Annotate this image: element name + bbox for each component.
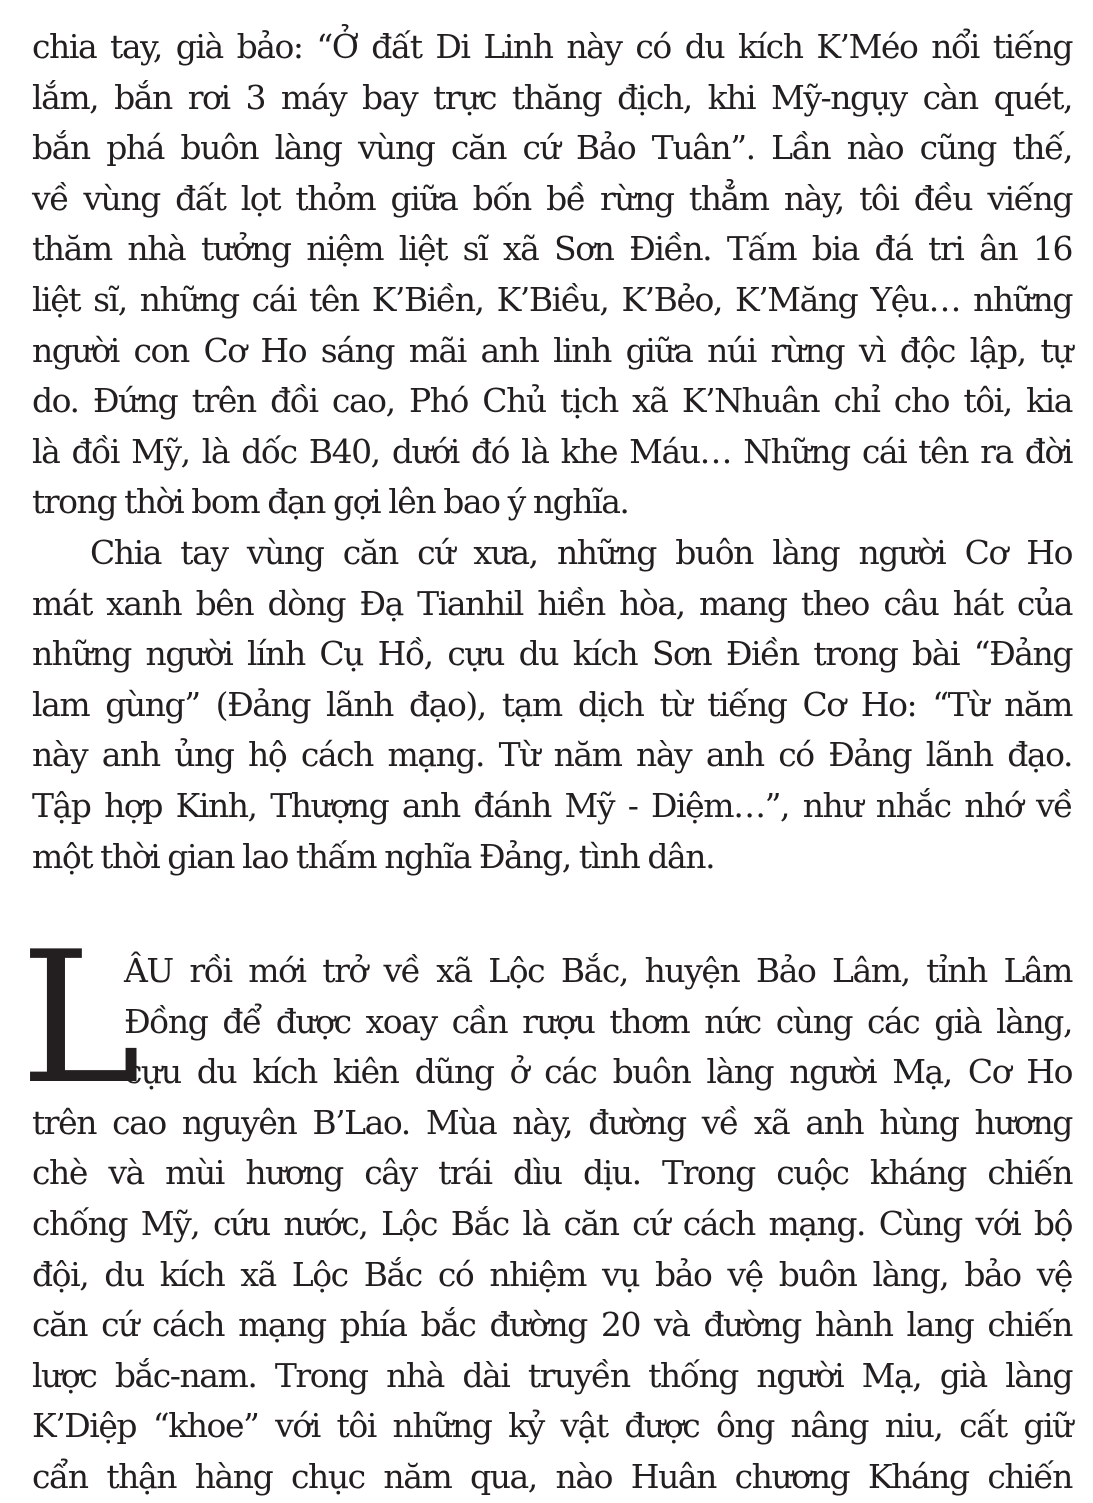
text-line: chống Mỹ, cứu nước, Lộc Bắc là căn cứ cách mạng. Cùng với bộ <box>32 1204 1072 1244</box>
section-gap <box>32 882 1072 946</box>
text-line: ÂU rồi mới trở về xã Lộc Bắc, huyện Bảo Lâm, tỉnh Lâm <box>124 951 1072 991</box>
text-line: Đồng để được xoay cần rượu thơm nức cùng các già làng, <box>124 1001 1072 1041</box>
text-line: mát xanh bên dòng Đạ Tianhil hiền hòa, mang theo câu hát của <box>32 583 1072 623</box>
text-line: bắn phá buôn làng vùng căn cứ Bảo Tuân”. Lần nào cũng thế, <box>32 128 1072 168</box>
text-line: lam gùng” (Đảng lãnh đạo), tạm dịch từ tiếng Cơ Ho: “Từ năm <box>32 684 1072 724</box>
text-line: Chia tay vùng căn cứ xưa, những buôn làng người Cơ Ho <box>90 532 1072 572</box>
text-line: một thời gian lao thấm nghĩa Đảng, tình dân. <box>32 836 715 876</box>
text-line: căn cứ cách mạng phía bắc đường 20 và đường hành lang chiến <box>32 1305 1072 1345</box>
drop-cap: L <box>20 912 141 1125</box>
text-line: trên cao nguyên B’Lao. Mùa này, đường về xã anh hùng hương <box>32 1102 1072 1142</box>
text-line: chia tay, già bảo: “Ở đất Di Linh này có du kích K’Méo nổi tiếng <box>32 27 1072 66</box>
text-line: người con Cơ Ho sáng mãi anh linh giữa núi rừng vì độc lập, tự <box>32 330 1072 370</box>
text-line: về vùng đất lọt thỏm giữa bốn bề rừng thẳm này, tôi đều viếng <box>32 178 1072 218</box>
text-line: K’Diệp “khoe” với tôi những kỷ vật được ông nâng niu, cất giữ <box>32 1406 1072 1446</box>
text-line: này anh ủng hộ cách mạng. Từ năm này anh có Đảng lãnh đạo. <box>32 735 1072 775</box>
text-line: trong thời bom đạn gợi lên bao ý nghĩa. <box>32 482 629 522</box>
text-line: cựu du kích kiên dũng ở các buôn làng người Mạ, Cơ Ho <box>124 1052 1072 1092</box>
text-line: do. Đứng trên đồi cao, Phó Chủ tịch xã K’Nhuân chỉ cho tôi, kia <box>32 381 1072 421</box>
text-line: lắm, bắn rơi 3 máy bay trực thăng địch, khi Mỹ-ngụy càn quét, <box>32 77 1072 117</box>
text-line: Tập hợp Kinh, Thượng anh đánh Mỹ - Diệm…”, như nhắc nhớ về <box>32 785 1072 825</box>
paragraph-3 <box>20 912 1072 1503</box>
text-line: lược bắc-nam. Trong nhà dài truyền thống người Mạ, già làng <box>32 1355 1072 1395</box>
text-line: là đồi Mỹ, là dốc B40, dưới đó là khe Máu… Những cái tên ra đời <box>32 431 1072 471</box>
text-line: thăm nhà tưởng niệm liệt sĩ xã Sơn Điền. Tấm bia đá tri ân 16 <box>32 229 1072 269</box>
text-line: cẩn thận hàng chục năm qua, nào Huân chương Kháng chiến <box>32 1457 1072 1497</box>
article-body <box>20 22 1072 1503</box>
text-line: đội, du kích xã Lộc Bắc có nhiệm vụ bảo vệ buôn làng, bảo vệ <box>32 1254 1072 1294</box>
paragraph-2 <box>32 528 1072 882</box>
text-line: chè và mùi hương cây trái dìu dịu. Trong cuộc kháng chiến <box>32 1153 1072 1193</box>
text-line: liệt sĩ, những cái tên K’Biền, K’Biều, K’Bẻo, K’Măng Yệu… những <box>32 279 1072 319</box>
text-line: những người lính Cụ Hồ, cựu du kích Sơn Điền trong bài “Đảng <box>32 634 1072 674</box>
paragraph-1 <box>32 22 1072 528</box>
